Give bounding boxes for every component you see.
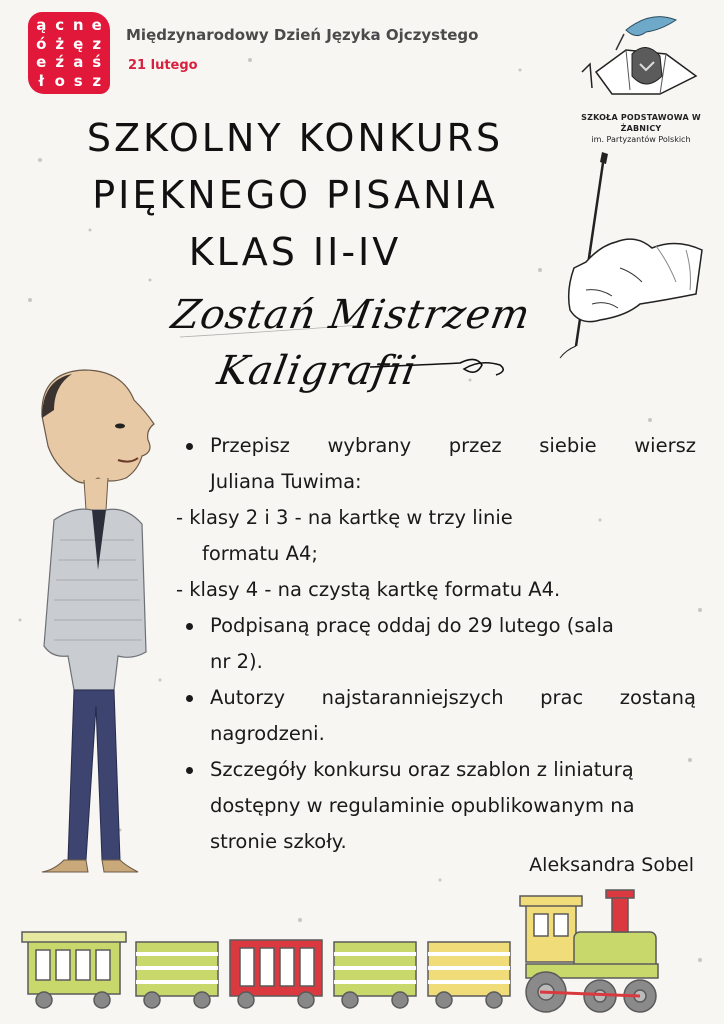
toy-train-illustration	[0, 888, 724, 1024]
train-car-2	[136, 942, 218, 1008]
julian-tuwim-illustration	[14, 360, 184, 900]
title-line2: PIĘKNEGO PISANIA	[92, 173, 498, 217]
language-day-logo: ą c n e ó ż ę z e ź a ś ł o s z	[28, 12, 110, 94]
rule-2-line1: Podpisaną pracę oddaj do 29 lutego (sala	[176, 608, 696, 644]
calligraphy-line1: Zostań Mistrzem	[167, 292, 535, 338]
train-car-5	[428, 942, 510, 1008]
school-name-line2: im. Partyzantów Polskich	[591, 135, 691, 144]
title-line1: SZKOLNY KONKURS	[86, 116, 504, 160]
rule-1-line2: Juliana Tuwima:	[210, 470, 362, 493]
rule-4-line3: stronie szkoły.	[210, 830, 347, 853]
rule-1-line1: Przepisz wybrany przez siebie wiersz	[176, 428, 696, 464]
author-signature: Aleksandra Sobel	[529, 854, 694, 876]
rule-class23-line1: - klasy 2 i 3 - na kartkę w trzy linie	[176, 506, 513, 529]
contest-rules	[176, 428, 696, 860]
train-locomotive	[520, 890, 658, 1012]
event-date: 21 lutego	[128, 58, 198, 73]
hand-with-pen-illustration	[556, 150, 706, 360]
train-car-1	[22, 932, 126, 1008]
poster-title	[60, 110, 530, 281]
rule-2-line2: nr 2).	[210, 650, 263, 673]
rule-4-line2: dostępny w regulaminie opublikowanym na	[210, 794, 635, 817]
rule-3-line1: Autorzy najstaranniejszych prac zostaną	[176, 680, 696, 716]
event-title: Międzynarodowy Dzień Języka Ojczystego	[126, 26, 479, 44]
train-car-4	[334, 942, 416, 1008]
rule-4-line1: Szczegóły konkursu oraz szablon z liniaturą	[176, 752, 696, 788]
school-name	[572, 112, 710, 145]
rule-3-line2: nagrodzeni.	[210, 722, 325, 745]
school-emblem-icon	[576, 10, 706, 110]
title-line3: KLAS II-IV	[188, 230, 402, 274]
rule-class23-line2: formatu A4;	[202, 542, 318, 565]
train-car-3	[230, 940, 322, 1008]
rule-class4: - klasy 4 - na czystą kartkę formatu A4.	[176, 578, 561, 601]
school-name-line1: SZKOŁA PODSTAWOWA W ŻABNICY	[581, 113, 701, 133]
calligraphy-line2: Kaligrafii	[213, 348, 421, 394]
